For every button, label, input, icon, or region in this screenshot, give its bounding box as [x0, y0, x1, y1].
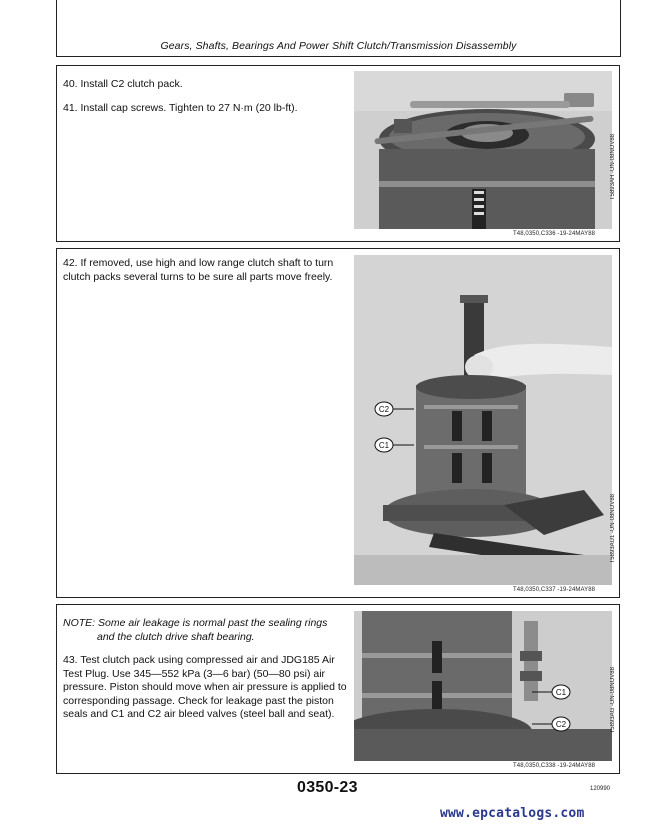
callout-c1-bubble-icon — [374, 437, 414, 453]
callout-c2-label: C2 — [378, 405, 390, 414]
air-test-illustration — [354, 611, 612, 761]
section-text — [63, 78, 353, 125]
clutch-cap-screws-illustration — [354, 71, 612, 229]
page-number: 0350-23 — [297, 779, 358, 796]
print-code: 120990 — [590, 786, 611, 792]
callout-c2 — [374, 401, 414, 419]
callout-c1-label: C1 — [555, 688, 567, 697]
callout-c2 — [532, 716, 572, 734]
step-42: 42. If removed, use high and low range clutch shaft to turn clutch packs several turns to be sure all parts move freely. — [63, 257, 334, 283]
step-41: 41. Install cap screws. Tighten to 27 N·m (20 lb-ft). — [63, 101, 298, 114]
figure-ref-code: T48,0350,C336 -19-24MAY88 — [513, 231, 596, 237]
figure-side-label: T5893AH -UN-08NOV88 — [610, 134, 616, 201]
photo-clutch-cap-screws — [354, 71, 612, 229]
figure-ref-code: T48,0350,C337 -19-24MAY88 — [513, 587, 596, 593]
callout-c2-label: C2 — [555, 720, 567, 729]
step-40: 40. Install C2 clutch pack. — [63, 78, 183, 90]
section-step-42 — [56, 248, 620, 598]
watermark-link[interactable]: www.epcatalogs.com — [440, 806, 585, 821]
note-line-2: and the clutch drive shaft bearing. — [97, 630, 255, 643]
section-step-43 — [56, 604, 620, 774]
section-text — [63, 617, 348, 732]
section-step-40-41 — [56, 65, 620, 242]
figure-ref-code: T48,0350,C338 -19-24MAY88 — [513, 763, 596, 769]
callout-c2-bubble-icon — [532, 716, 572, 732]
note-line-1: NOTE: Some air leakage is normal past the sealing rings — [63, 617, 328, 629]
callout-c1-label: C1 — [378, 441, 390, 450]
turning-clutch-packs-illustration — [354, 255, 612, 585]
callout-c1 — [374, 437, 414, 455]
callout-c1 — [532, 684, 572, 702]
note-air-leakage — [63, 617, 348, 644]
header-rule — [56, 56, 621, 57]
callout-c1-bubble-icon — [532, 684, 572, 700]
figure-side-label: T5893AU1 -UN-08NOV88 — [610, 494, 616, 564]
page-header-title: Gears, Shafts, Bearings And Power Shift Clutch/Transmission Disassembly — [160, 40, 517, 52]
photo-turning-clutch-packs — [354, 255, 612, 585]
photo-air-test — [354, 611, 612, 761]
figure-side-label: T5893AG -UN-08NOV88 — [610, 667, 616, 734]
step-43: 43. Test clutch pack using compressed air and JDG185 Air Test Plug. Use 345—552 kPa (3—6 bar) (50—80 psi) air pressure. Piston should move when air pressure is applied to corresponding passage. Check for leakage past the piston seals and C1 and C2 air bleed valves (steel ball and seat). — [63, 654, 347, 720]
callout-c2-bubble-icon — [374, 401, 414, 417]
section-text — [63, 257, 348, 294]
